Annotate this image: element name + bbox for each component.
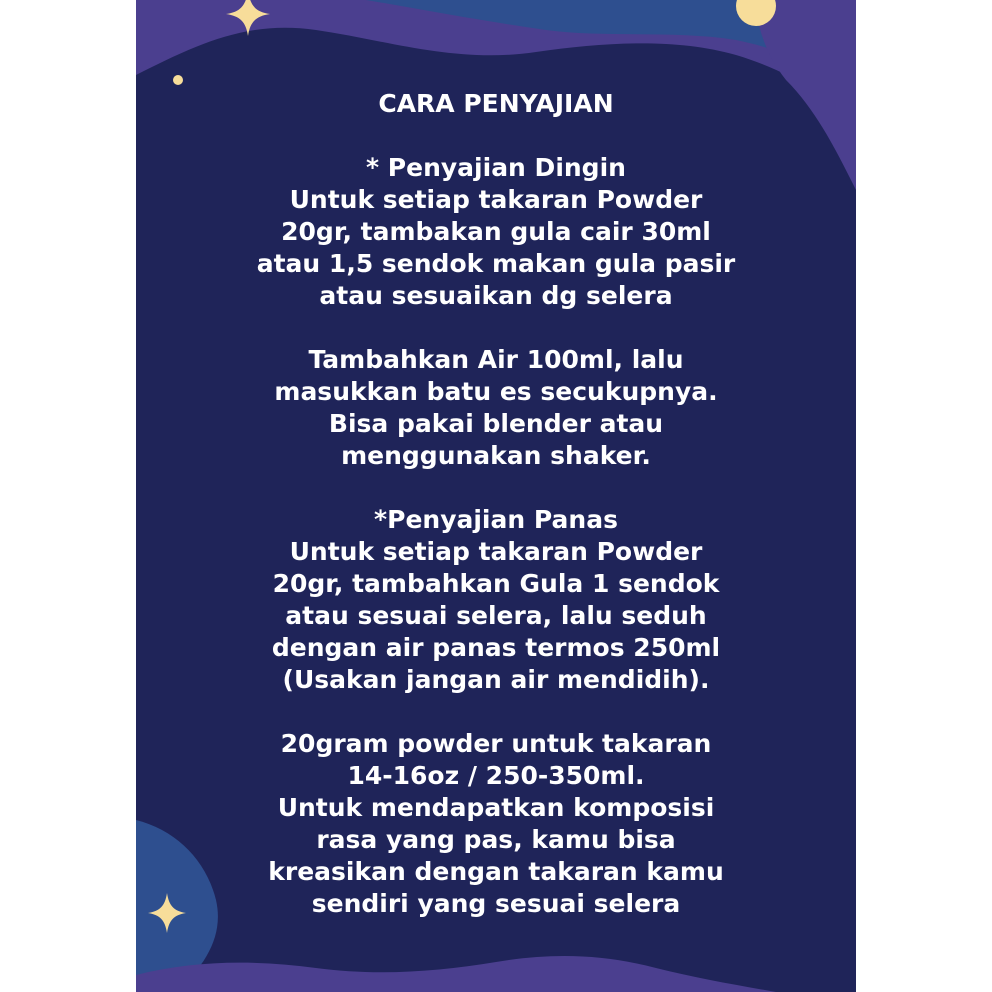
page-title: CARA PENYAJIAN xyxy=(378,89,614,118)
hot-line: atau sesuai selera, lalu seduh xyxy=(285,601,707,630)
cold-line: atau sesuaikan dg selera xyxy=(319,281,673,310)
cold-line: atau 1,5 sendok makan gula pasir xyxy=(256,249,736,278)
cold-step: Tambahkan Air 100ml, lalu xyxy=(308,345,684,374)
poster xyxy=(136,0,856,992)
note-line: sendiri yang sesuai selera xyxy=(311,889,681,918)
cold-step: menggunakan shaker. xyxy=(341,441,651,470)
note-line: 20gram powder untuk takaran xyxy=(280,729,712,758)
note-line: rasa yang pas, kamu bisa xyxy=(316,825,676,854)
hot-line: Untuk setiap takaran Powder xyxy=(289,537,703,566)
note-line: 14-16oz / 250-350ml. xyxy=(347,761,645,790)
dot-icon xyxy=(173,75,183,85)
cold-line: 20gr, tambakan gula cair 30ml xyxy=(281,217,711,246)
hot-heading: *Penyajian Panas xyxy=(374,505,618,534)
hot-line: dengan air panas termos 250ml xyxy=(271,633,721,662)
note-line: Untuk mendapatkan komposisi xyxy=(277,793,715,822)
bottom-purple-wave xyxy=(136,956,776,992)
note-line: kreasikan dengan takaran kamu xyxy=(268,857,724,886)
instructions xyxy=(136,88,856,920)
cold-step: masukkan batu es secukupnya. xyxy=(274,377,718,406)
cold-line: Untuk setiap takaran Powder xyxy=(289,185,703,214)
cold-heading: * Penyajian Dingin xyxy=(366,153,626,182)
cold-step: Bisa pakai blender atau xyxy=(328,409,664,438)
hot-line: (Usakan jangan air mendidih). xyxy=(282,665,710,694)
hot-line: 20gr, tambahkan Gula 1 sendok xyxy=(272,569,720,598)
